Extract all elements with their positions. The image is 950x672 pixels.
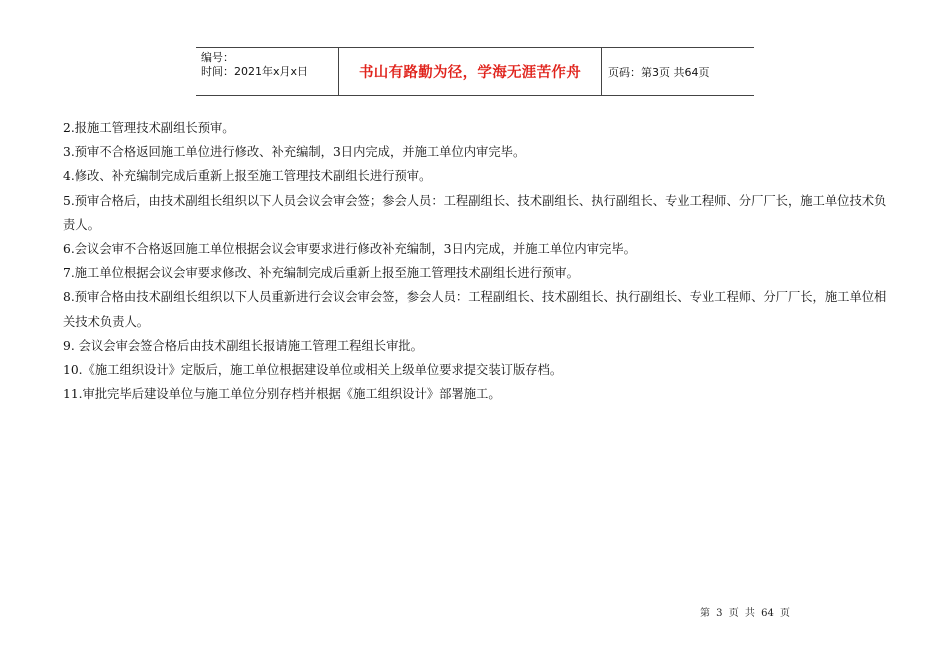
document-date-label: 时间：2021年x月x日 bbox=[201, 65, 309, 78]
paragraph: 4.修改、补充编制完成后重新上报至施工管理技术副组长进行预审。 bbox=[63, 169, 432, 184]
document-body bbox=[63, 116, 893, 406]
header-motto: 书山有路勤为径，学海无涯苦作舟 bbox=[339, 48, 602, 95]
header-meta bbox=[196, 48, 339, 95]
paragraph: 3.预审不合格返回施工单位进行修改、补充编制，3日内完成，并施工单位内审完毕。 bbox=[63, 145, 526, 160]
header-page-number: 页码：第3页 共64页 bbox=[608, 65, 710, 79]
paragraph: 7.施工单位根据会议会审要求修改、补充编制完成后重新上报至施工管理技术副组长进行预审。 bbox=[63, 266, 579, 281]
page-footer: 第 3 页 共 64 页 bbox=[700, 608, 790, 619]
paragraph: 2.报施工管理技术副组长预审。 bbox=[63, 121, 235, 135]
page-header bbox=[196, 47, 754, 96]
paragraph: 6.会议会审不合格返回施工单位根据会议会审要求进行修改补充编制，3日内完成，并施工单位内审完毕。 bbox=[63, 242, 636, 257]
paragraph: 9. 会议会审会签合格后由技术副组长报请施工管理工程组长审批。 bbox=[63, 338, 423, 353]
paragraph: 10.《施工组织设计》定版后，施工单位根据建设单位或相关上级单位要求提交装订版存档。 bbox=[63, 363, 563, 378]
paragraph: 11.审批完毕后建设单位与施工单位分别存档并根据《施工组织设计》部署施工。 bbox=[63, 387, 501, 402]
document-number-label: 编号： bbox=[201, 51, 234, 64]
paragraph: 8.预审合格由技术副组长组织以下人员重新进行会议会审会签，参会人员：工程副组长、技术副组长、执行副组长、专业工程师、分厂厂长，施工单位相关技术负责人。 bbox=[63, 290, 887, 329]
paragraph: 5.预审合格后，由技术副组长组织以下人员会议会审会签；参会人员：工程副组长、技术副组长、执行副组长、专业工程师、分厂厂长，施工单位技术负责人。 bbox=[63, 193, 887, 232]
